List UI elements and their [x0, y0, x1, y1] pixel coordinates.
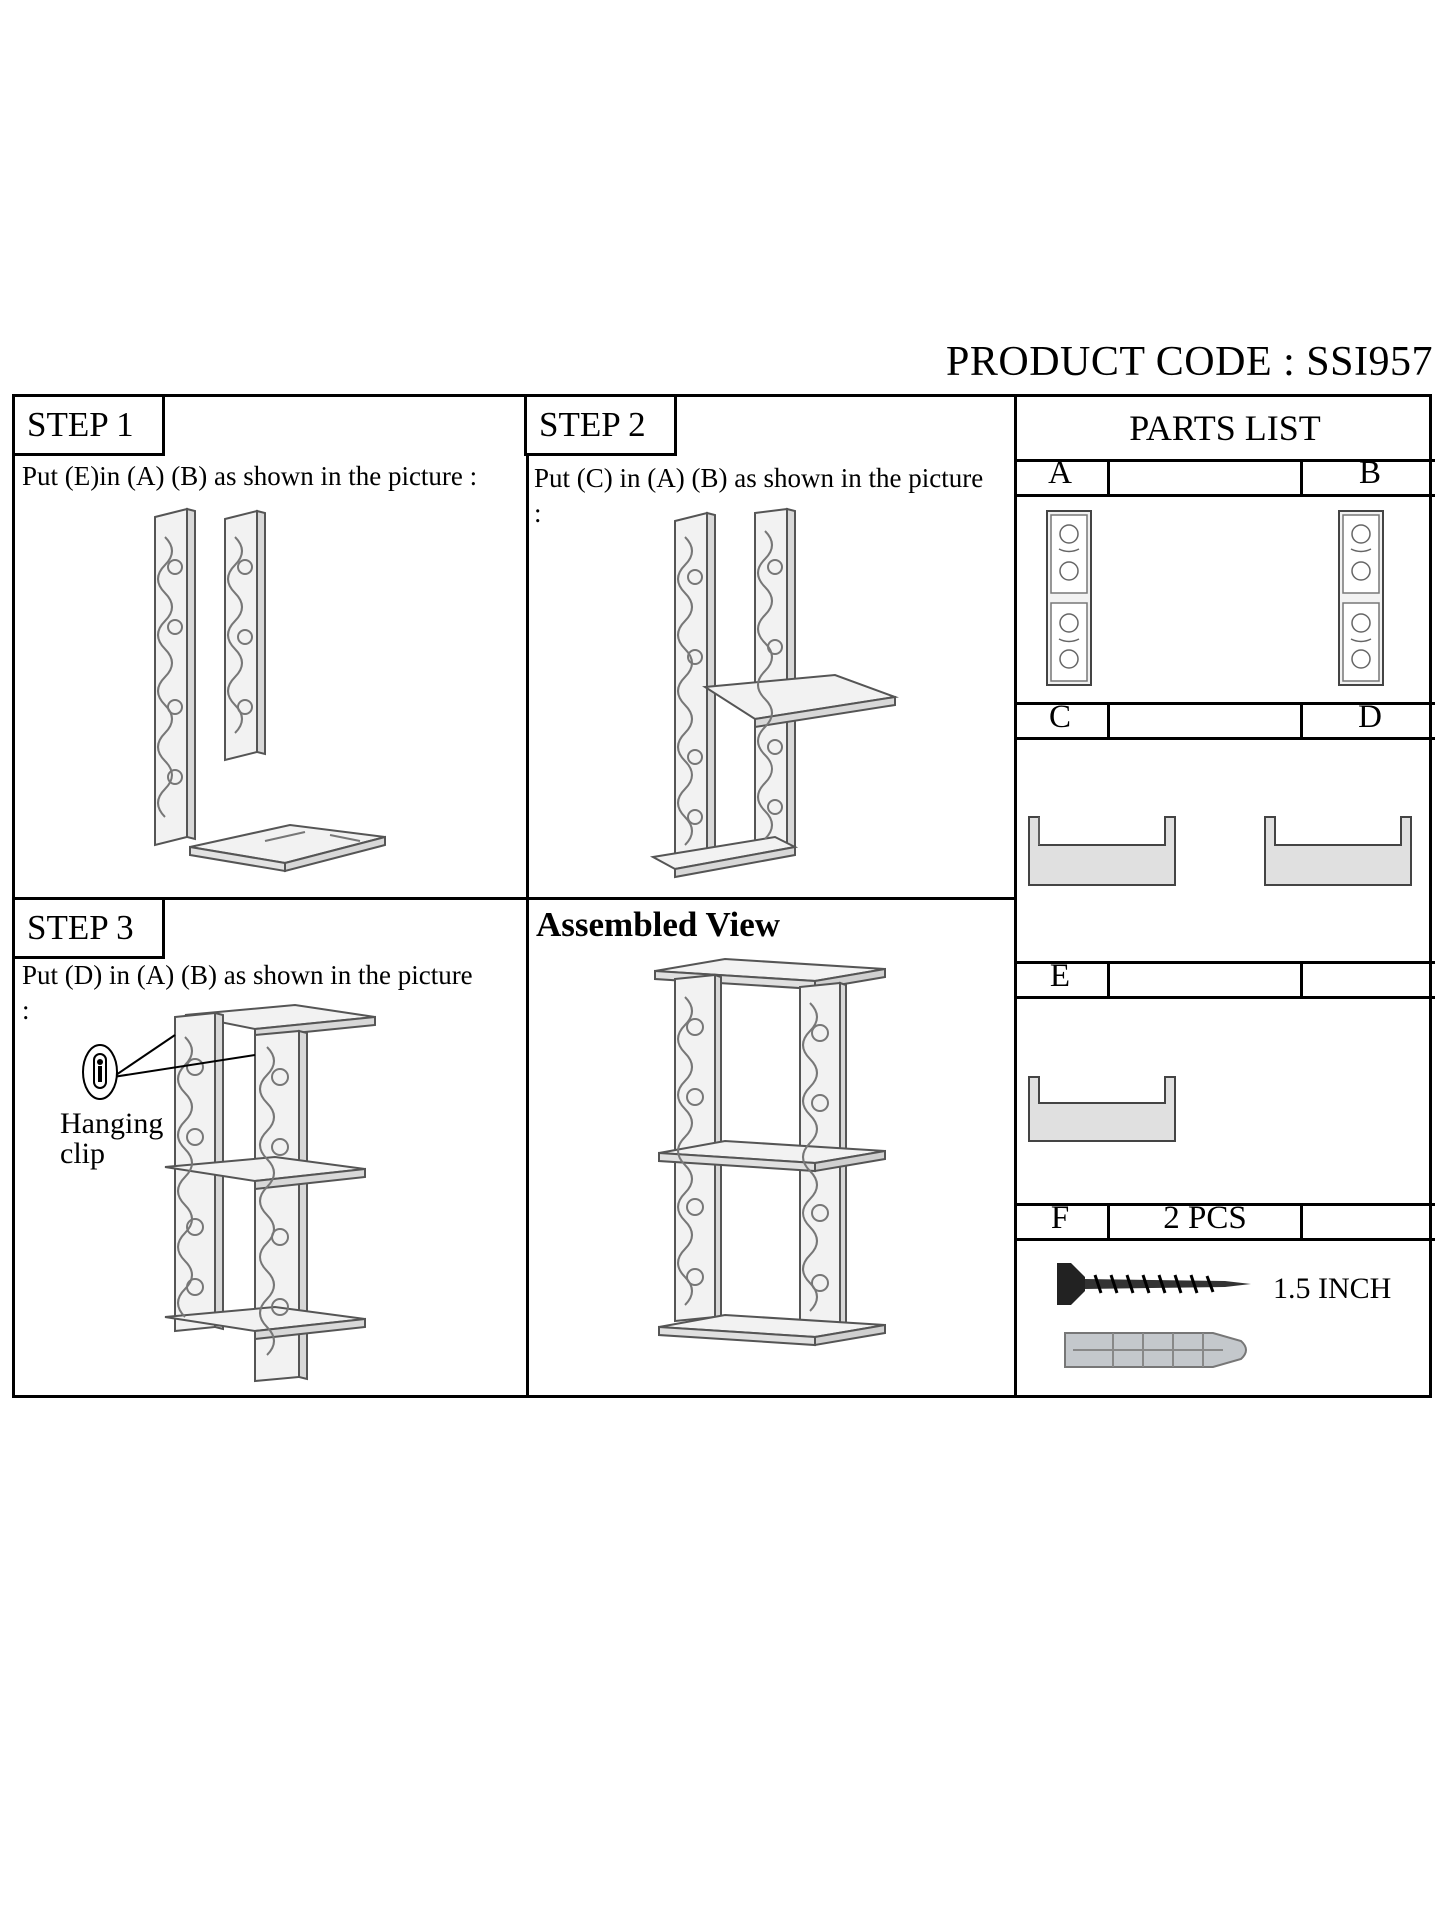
wall-plug-icon	[1063, 1325, 1253, 1375]
parts-col-line-c2	[1300, 702, 1303, 737]
hanging-clip-label: Hanging clip	[60, 1107, 164, 1170]
part-c-image	[1027, 815, 1177, 887]
parts-col-line-e2	[1300, 961, 1303, 996]
step-3-illustration	[75, 997, 405, 1387]
parts-col-line-e1	[1107, 961, 1110, 996]
parts-col-line-a1	[1107, 459, 1110, 494]
step-3-instruction: Put (D) in (A) (B) as shown in the picture :	[22, 960, 473, 1025]
parts-col-line-a2	[1300, 459, 1303, 494]
divider-left	[526, 397, 529, 1395]
part-e-image	[1027, 1075, 1177, 1143]
instruction-sheet	[12, 394, 1432, 1398]
divider-middle	[15, 897, 1015, 900]
part-d-image	[1263, 815, 1413, 887]
step-2-illustration	[645, 507, 965, 887]
part-f-label: F	[1050, 1200, 1070, 1236]
part-a-label: A	[1048, 455, 1072, 491]
parts-row-line-2	[1015, 494, 1435, 497]
parts-row-line-8	[1015, 1238, 1435, 1241]
part-b-image	[1337, 509, 1387, 689]
parts-row-line-6	[1015, 996, 1435, 999]
part-e-label: E	[1049, 958, 1071, 994]
parts-col-line-c1	[1107, 702, 1110, 737]
screw-size-label: 1.5 INCH	[1273, 1272, 1392, 1305]
step-1-instruction: Put (E)in (A) (B) as shown in the picture :	[22, 461, 478, 491]
parts-row-line-4	[1015, 737, 1435, 740]
step-2-instruction: Put (C) in (A) (B) as shown in the picture :	[534, 463, 984, 528]
parts-col-line-f2	[1300, 1203, 1303, 1238]
step-2-label: STEP 2	[524, 394, 677, 456]
part-f-quantity: 2 PCS	[1163, 1200, 1247, 1236]
assembled-view-illustration	[655, 957, 975, 1377]
screw-icon	[1055, 1259, 1255, 1309]
step-1-illustration	[115, 507, 445, 887]
part-a-image	[1045, 509, 1095, 689]
part-d-label: D	[1358, 699, 1382, 735]
divider-right	[1014, 397, 1017, 1395]
step-3-label: STEP 3	[12, 897, 165, 959]
parts-list-title: PARTS LIST	[1129, 408, 1321, 448]
product-code: PRODUCT CODE : SSI957	[946, 339, 1433, 385]
assembled-view-title: Assembled View	[536, 905, 781, 944]
part-b-label: B	[1358, 455, 1381, 491]
step-1-label: STEP 1	[12, 394, 165, 456]
part-c-label: C	[1048, 699, 1071, 735]
hanging-clip-icon	[80, 1042, 120, 1102]
